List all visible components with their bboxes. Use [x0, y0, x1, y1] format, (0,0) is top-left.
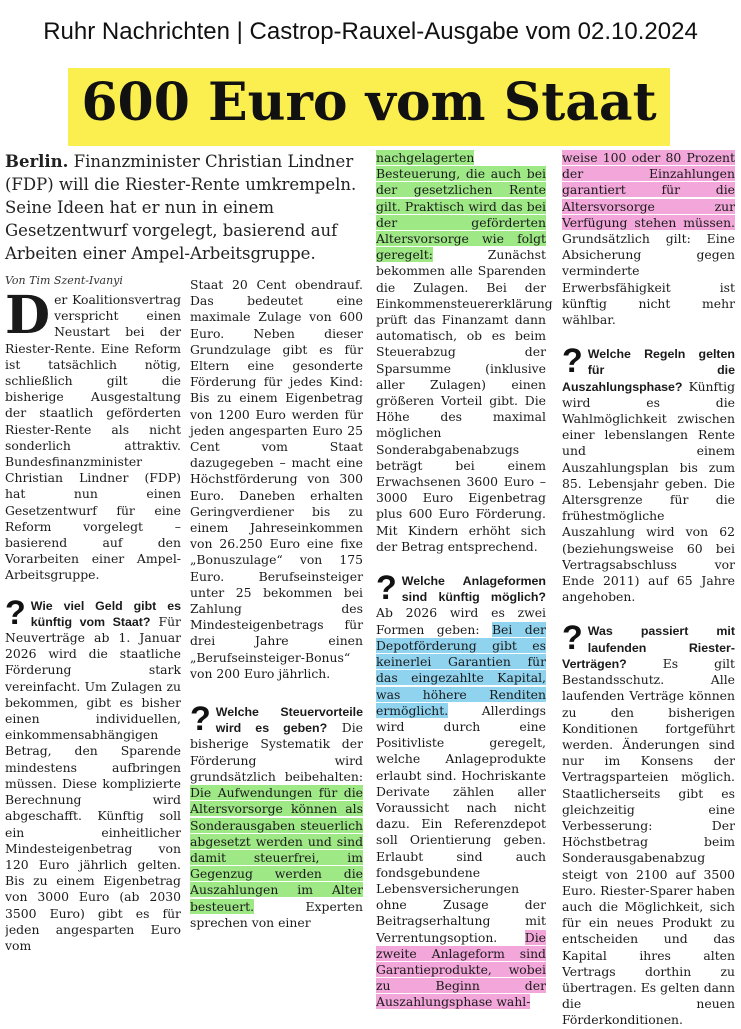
answer-text: Es gilt Bestandsschutz. Alle laufenden Verträge können zu den bisherigen Konditionen fortgeführt werden. Änderungen sind nur im Konsens der Vertragsparteien möglich. Staatlicherseits gibt es gleichzeitig eine Verbesserung: Der Höchstbetrag beim Sonderausgabenabzug steigt von 2100 auf 3500 Euro. Riester-Sparer haben auch die Möglichkeit, sich für ein neues Produkt zu entscheiden und das Kapital ihres alten Vertrags dorthin zu übertragen. Es gelten dann die neuen Förderkonditionen. — [562, 655, 735, 1028]
dropcap: D — [5, 285, 51, 346]
answer-text: Ab 2026 wird es zwei Formen geben: — [376, 605, 546, 637]
highlight-pink: weise 100 oder 80 Prozent der Einzahlungen garantiert für die Altersvorsorge zur Verfügung stehen müssen. — [562, 150, 735, 230]
answer-text-2: Allerdings wird durch eine Positivliste geregelt, welche Anlageprodukte erlaubt sind. Hochriskante Derivate zählen aller Voraussicht nach nicht dazu. Ein Referenzdepot soll Orientierung geben. Erlaubt sind auch fondsgebundene Lebensversicherungen ohne Zusage der Beitragserhaltung mit Verrentungsoption. — [376, 702, 546, 945]
answer-text: Die bisherige Systematik der Förderung wird grundsätzlich beibehalten: — [190, 720, 363, 784]
question-title: Welche Anlageformen sind künftig möglich? — [401, 574, 546, 605]
question-mark-icon: ? — [5, 597, 26, 632]
question-mark-icon: ? — [562, 623, 583, 658]
lead-text: Finanzminister Christian Lindner (FDP) will die Riester-Rente umkrempeln. Seine Ideen hat er nun in einem Gesetzentwurf vorgelegt, basierend auf Arbeiten einer Ampel-Arbeitsgruppe. — [5, 152, 357, 263]
highlight-blue: Bei der Depotförderung gibt es keinerlei Garantien für das eingezahlte Kapital, was höhere Renditen ermöglicht. — [376, 621, 546, 718]
highlight-pink: Die zweite Anlageform sind Garantieprodukte, wobei zu Beginn der Auszahlungsphase wahl- — [376, 929, 546, 1010]
paragraph — [562, 150, 735, 328]
answer-text: Künftig wird es die Wahlmöglichkeit zwischen einer lebenslangen Rente und einem Auszahlungsplan bis zum 85. Lebensjahr geben. Die Altersgrenze für die frühestmögliche Auszahlung wird von 62 (beziehungsweise 60 bei Vertragsabschluss vor Ende 2011) auf 65 Jahre angehoben. — [562, 378, 735, 605]
article-column-4 — [562, 150, 735, 1029]
paragraph: Staat 20 Cent obendrauf. Das bedeutet eine maximale Zulage von 600 Euro. Neben dieser Grundzulage gibt es für Eltern eine gesonderte Förderung für jedes Kind: Bis zu einem Eigenbetrag von 1200 Euro werden für jeden angesparten Euro 25 Cent vom Staat dazugegeben – macht eine Höchstförderung von 300 Euro. Daneben erhalten Geringverdiener bis zu einem Jahreseinkommen von 26.250 Euro eine fixe „Bonuszulage“ von 175 Euro. Berufseinsteiger unter 25 bekommen bei Zahlung des Mindesteigenbetrags für drei Jahre einen „Berufseinsteiger-Bonus“ von 200 Euro jährlich. — [190, 277, 363, 681]
paragraph-text: Zunächst bekommen alle Sparenden die Zulagen. Bei der Einkommensteuererklärung prüft das Finanzamt dann automatisch, ob es beim Steuerabzug der Sparsumme (inklusive aller Zulagen) einen größeren Vorteil gibt. Die Höhe des maximal möglichen Sonderabgabenabzugs beträgt bei einem Erwachsenen 3600 Euro – 3000 Euro Eigenbetrag plus 600 Euro Förderung. Mit Kindern erhöht sich der Betrag entsprechend. — [376, 247, 553, 554]
question-block-4 — [562, 346, 735, 605]
highlight-green: nachgelagerten Besteuerung, die auch bei der gesetzlichen Rente gilt. Praktisch wird das bei der geförderten Altersvorsorge wie folgt geregelt: — [376, 150, 546, 263]
question-mark-icon: ? — [190, 704, 211, 739]
paragraph-text: Grundsätzlich gilt: Eine Absicherung gegen verminderte Erwerbsfähigkeit ist künftig nicht mehr wählbar. — [562, 231, 735, 328]
lead-paragraph — [5, 150, 365, 265]
paragraph — [376, 150, 553, 555]
question-mark-icon: ? — [562, 346, 583, 381]
question-title: Welche Steuervorteile wird es geben? — [215, 705, 363, 736]
question-block-2 — [190, 704, 363, 931]
intro-paragraph — [5, 285, 181, 584]
byline: Von Tim Szent-Ivanyi — [5, 274, 123, 287]
intro-text: er Koalitionsvertrag verspricht einen Neustart bei der Riester-Rente. Eine Reform ist tatsächlich nötig, schließlich gilt die bisherige Ausgestaltung der staatlich geförderten Riester-Rente als nicht sonderlich attraktiv. Bundesfinanzminister Christian Lindner (FDP) hat nun einen Gesetzentwurf für eine Reform vorgelegt – basierend auf den Vorarbeiten einer Ampel-Arbeitsgruppe. — [5, 292, 181, 583]
article-column-3 — [376, 150, 553, 1011]
article-column-1 — [5, 285, 181, 954]
question-block-3 — [376, 573, 546, 1010]
article-column-2 — [190, 277, 363, 931]
question-block-5 — [562, 623, 735, 1028]
lead-dateline: Berlin. — [5, 152, 69, 171]
source-line: Ruhr Nachrichten | Castrop-Rauxel-Ausgabe vom 02.10.2024 — [43, 18, 698, 45]
question-mark-icon: ? — [376, 573, 397, 608]
answer-text: Für Neuverträge ab 1. Januar 2026 wird die staatliche Förderung stark vereinfacht. Um Zulagen zu bekommen, gibt es bisher einen individuellen, einkommensabhängigen Betrag, den Sparende mindestens aufbringen müssen. Diese komplizierte Berechnung wird abgeschafft. Künftig soll ein einheitlicher Mindesteigenbetrag von 120 Euro jährlich gelten. Bis zu einem Eigenbetrag von 3000 Euro (ab 2030 3500 Euro) gibt es für jeden angesparten Euro vom — [5, 613, 181, 953]
answer-tail: Experten sprechen von einer — [190, 898, 363, 930]
question-title: Wie viel Geld gibt es künftig vom Staat? — [30, 598, 181, 629]
question-title: Welche Regeln gelten für die Auszahlungsphase? — [562, 347, 735, 394]
headline: 600 Euro vom Staat — [81, 72, 657, 133]
question-block-1 — [5, 598, 181, 954]
headline-box — [68, 68, 670, 146]
question-title: Was passiert mit laufenden Riester-Verträgen? — [562, 624, 735, 671]
highlight-green: Die Aufwendungen für die Altersvorsorge können als Sonderausgaben steuerlich abgesetzt werden und sind damit steuerfrei, im Gegenzug werden die Auszahlungen im Alter besteuert. — [190, 785, 363, 914]
